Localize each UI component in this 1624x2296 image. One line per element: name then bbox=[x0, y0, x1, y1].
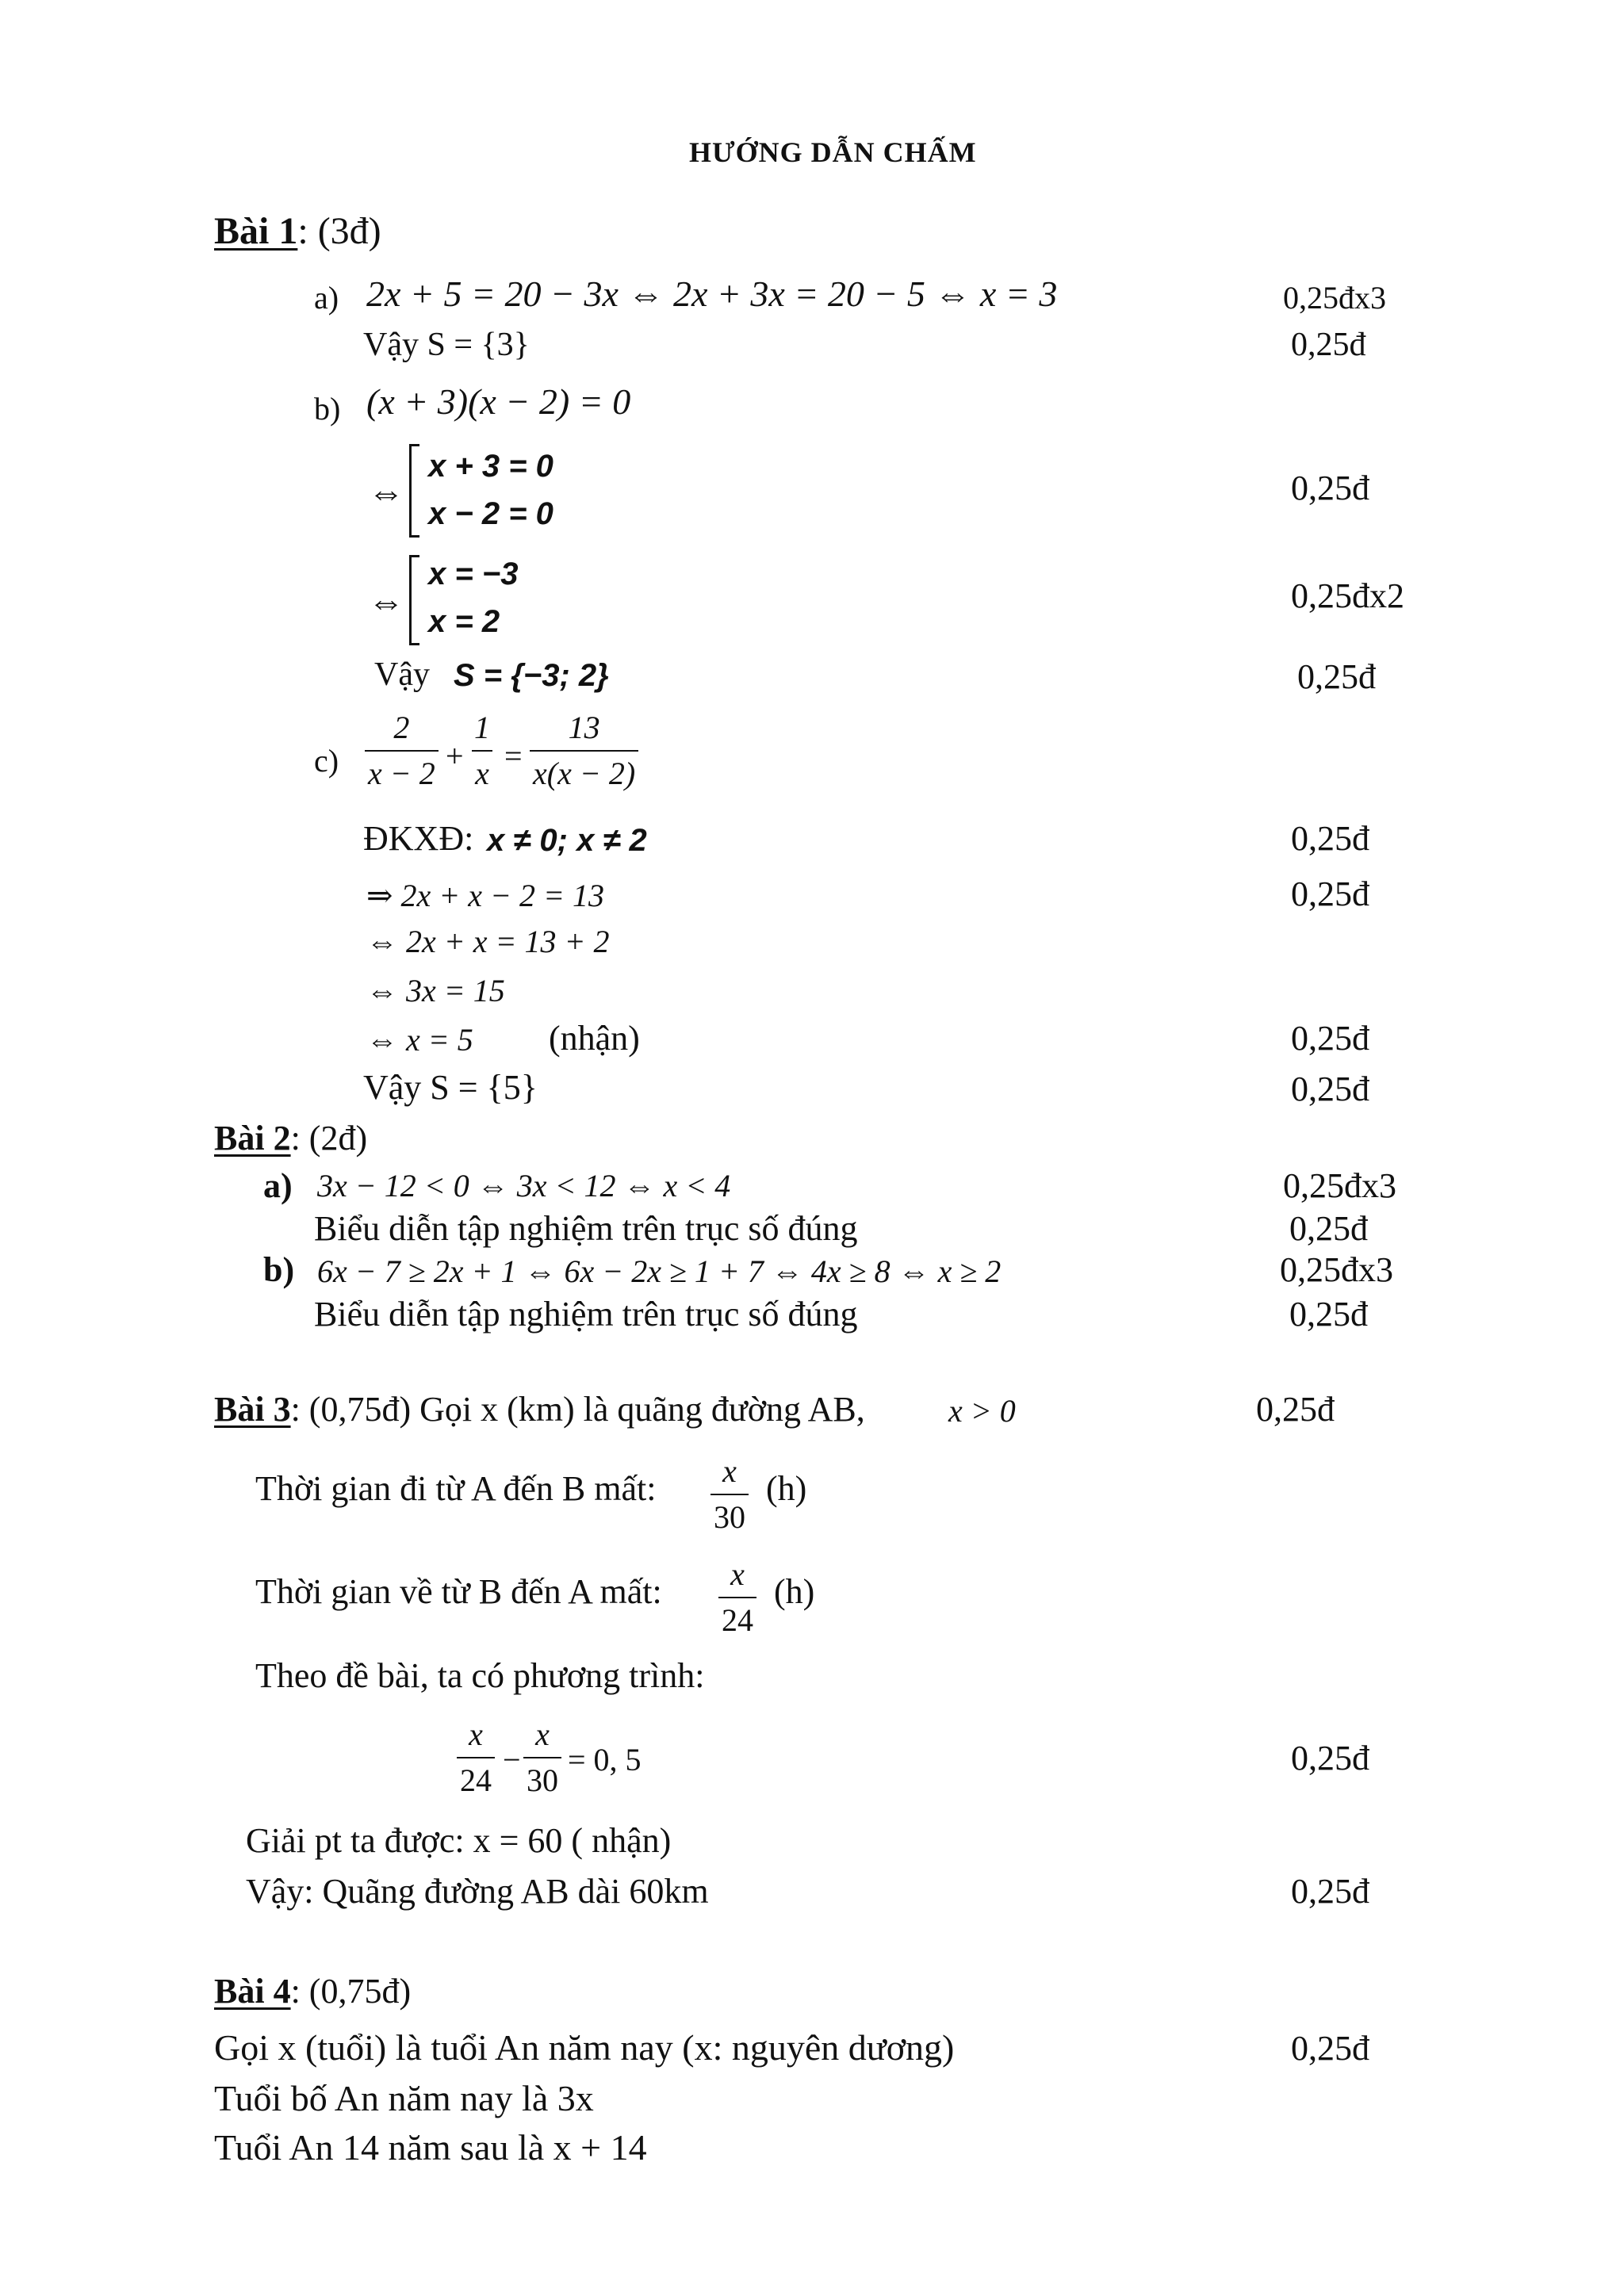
bai2-b-label: b) bbox=[263, 1250, 295, 1289]
fraction-numerator: 1 bbox=[474, 710, 490, 745]
bai1-c-step3: ⇔ 3x = 15 bbox=[366, 973, 505, 1008]
bai1-a-score: 0,25đx3 bbox=[1283, 280, 1386, 316]
bai1-c-fraction-2 bbox=[471, 712, 493, 790]
bai1-c-label: c) bbox=[314, 743, 339, 779]
bai3-eq-fraction-1 bbox=[457, 1716, 495, 1798]
system-bracket-2 bbox=[409, 555, 419, 645]
plus-sign: + bbox=[446, 738, 464, 774]
bai2-a-label: a) bbox=[263, 1166, 293, 1205]
bai1-c-step1-score: 0,25đ bbox=[1291, 874, 1369, 913]
bai1-c-step4: ⇔ x = 5 bbox=[366, 1022, 473, 1058]
fraction-numerator: x bbox=[722, 1453, 737, 1489]
bai3-condition: x > 0 bbox=[948, 1393, 1016, 1429]
bai2-points: : (2đ) bbox=[290, 1119, 368, 1158]
bai1-c-step4-note: (nhận) bbox=[549, 1019, 640, 1058]
bai3-heading-line bbox=[214, 1392, 865, 1427]
bai1-b-sys1-line1: x + 3 = 0 bbox=[428, 449, 553, 484]
bai1-heading: Bài 1 bbox=[214, 210, 298, 252]
bai4-heading-line bbox=[214, 1974, 411, 2009]
bai2-b-note: Biểu diễn tập nghiệm trên trục số đúng bbox=[314, 1295, 858, 1334]
bai3-eq-score: 0,25đ bbox=[1291, 1739, 1369, 1777]
fraction-denominator: x bbox=[472, 750, 492, 790]
fraction-denominator: 24 bbox=[457, 1757, 495, 1797]
bai3-conclusion: Vậy: Quãng đường AB dài 60km bbox=[246, 1872, 709, 1911]
bai1-b-sys1-line2: x − 2 = 0 bbox=[428, 496, 553, 531]
fraction-denominator: x − 2 bbox=[365, 750, 439, 790]
bai1-b-sys2-line1: x = −3 bbox=[428, 557, 519, 591]
fraction-numerator: 2 bbox=[393, 710, 410, 745]
bai1-a-conclusion: Vậy S = {3} bbox=[363, 327, 530, 363]
bai4-heading: Bài 4 bbox=[214, 1972, 291, 2011]
bai1-a-equation: 2x + 5 = 20 − 3x ⇔ 2x + 3x = 20 − 5 ⇔ x = 3 bbox=[366, 274, 1058, 314]
bai1-c-dkxd-score: 0,25đ bbox=[1291, 819, 1369, 858]
bai1-c-dkxd-label: ĐKXĐ: bbox=[363, 819, 474, 858]
fraction-denominator: 30 bbox=[710, 1494, 749, 1533]
bai1-b-label: b) bbox=[314, 391, 341, 427]
bai2-heading-line bbox=[214, 1121, 367, 1156]
fraction-denominator: 30 bbox=[523, 1757, 561, 1797]
bai1-b-sys2-line2: x = 2 bbox=[428, 604, 500, 639]
bai1-heading-line bbox=[214, 212, 381, 251]
fraction-numerator: x bbox=[730, 1556, 745, 1592]
bai2-a-note-score: 0,25đ bbox=[1289, 1209, 1368, 1248]
bai1-c-conclusion: Vậy S = {5} bbox=[363, 1068, 538, 1107]
bai1-b-equiv-1: ⇔ bbox=[368, 472, 404, 512]
bai1-c-dkxd-value: x ≠ 0; x ≠ 2 bbox=[487, 823, 647, 858]
page-title: HƯỚNG DẪN CHẤM bbox=[689, 136, 977, 168]
bai3-solve: Giải pt ta được: x = 60 ( nhận) bbox=[246, 1821, 672, 1860]
bai1-b-conclusion-set: S = {−3; 2} bbox=[454, 658, 609, 693]
bai1-c-step4-score: 0,25đ bbox=[1291, 1019, 1369, 1058]
bai4-line1-score: 0,25đ bbox=[1291, 2029, 1369, 2068]
bai4-line3: Tuổi An 14 năm sau là x + 14 bbox=[214, 2127, 647, 2168]
bai4-line1: Gọi x (tuổi) là tuổi An năm nay (x: nguyên dương) bbox=[214, 2027, 955, 2068]
equals-sign: = bbox=[504, 738, 523, 774]
bai3-time-ab-text: Thời gian đi từ A đến B mất: bbox=[255, 1469, 657, 1508]
bai3-score-1: 0,25đ bbox=[1256, 1390, 1335, 1429]
fraction-denominator: x(x − 2) bbox=[530, 750, 638, 790]
bai1-b-conclusion-score: 0,25đ bbox=[1297, 657, 1376, 696]
bai3-equation-intro: Theo đề bài, ta có phương trình: bbox=[255, 1656, 705, 1695]
bai3-time-ab-unit: (h) bbox=[766, 1469, 807, 1508]
bai1-a-label: a) bbox=[314, 280, 339, 316]
system-bracket-1 bbox=[409, 444, 419, 538]
fraction-numerator: x bbox=[469, 1716, 483, 1752]
bai2-b-note-score: 0,25đ bbox=[1289, 1295, 1368, 1334]
bai1-c-step1: ⇒ 2x + x − 2 = 13 bbox=[366, 878, 604, 913]
bai1-b-equation: (x + 3)(x − 2) = 0 bbox=[366, 381, 631, 422]
bai1-b-sys1-score: 0,25đ bbox=[1291, 469, 1369, 507]
bai1-b-conclusion-text: Vậy bbox=[374, 656, 430, 693]
bai1-c-fraction-3 bbox=[530, 712, 638, 790]
bai1-c-fraction-1 bbox=[365, 712, 439, 790]
bai3-time-ba-unit: (h) bbox=[774, 1572, 815, 1611]
bai3-eq-rhs: = 0, 5 bbox=[568, 1742, 642, 1777]
bai3-time-ab-fraction bbox=[710, 1453, 749, 1535]
bai4-line2: Tuổi bố An năm nay là 3x bbox=[214, 2078, 594, 2118]
bai3-time-ba-text: Thời gian về từ B đến A mất: bbox=[255, 1572, 662, 1611]
bai2-heading: Bài 2 bbox=[214, 1119, 291, 1158]
bai3-eq-fraction-2 bbox=[523, 1716, 561, 1798]
fraction-numerator: 13 bbox=[568, 710, 600, 745]
bai2-b-equation: 6x − 7 ≥ 2x + 1 ⇔ 6x − 2x ≥ 1 + 7 ⇔ 4x ≥ 8 ⇔ x ≥ 2 bbox=[317, 1253, 1002, 1289]
bai3-conclusion-score: 0,25đ bbox=[1291, 1872, 1369, 1911]
bai1-points: : (3đ) bbox=[297, 210, 381, 252]
bai3-points: : (0,75đ) Gọi x (km) là quãng đường AB, bbox=[290, 1390, 865, 1429]
bai1-b-sys2-score: 0,25đx2 bbox=[1291, 576, 1404, 615]
bai1-b-equiv-2: ⇔ bbox=[368, 581, 404, 622]
fraction-denominator: 24 bbox=[718, 1597, 756, 1636]
bai3-time-ba-fraction bbox=[718, 1556, 756, 1638]
bai1-c-conclusion-score: 0,25đ bbox=[1291, 1070, 1369, 1108]
bai2-a-note: Biểu diễn tập nghiệm trên trục số đúng bbox=[314, 1209, 858, 1248]
bai2-a-equation: 3x − 12 < 0 ⇔ 3x < 12 ⇔ x < 4 bbox=[317, 1168, 731, 1203]
minus-sign: − bbox=[503, 1742, 521, 1777]
bai3-heading: Bài 3 bbox=[214, 1390, 291, 1429]
fraction-numerator: x bbox=[535, 1716, 550, 1752]
bai4-points: : (0,75đ) bbox=[290, 1972, 412, 2011]
bai1-a-conclusion-score: 0,25đ bbox=[1291, 327, 1366, 363]
bai2-a-score: 0,25đx3 bbox=[1283, 1166, 1396, 1205]
bai1-c-step2: ⇔ 2x + x = 13 + 2 bbox=[366, 924, 610, 959]
bai2-b-score: 0,25đx3 bbox=[1280, 1250, 1393, 1289]
